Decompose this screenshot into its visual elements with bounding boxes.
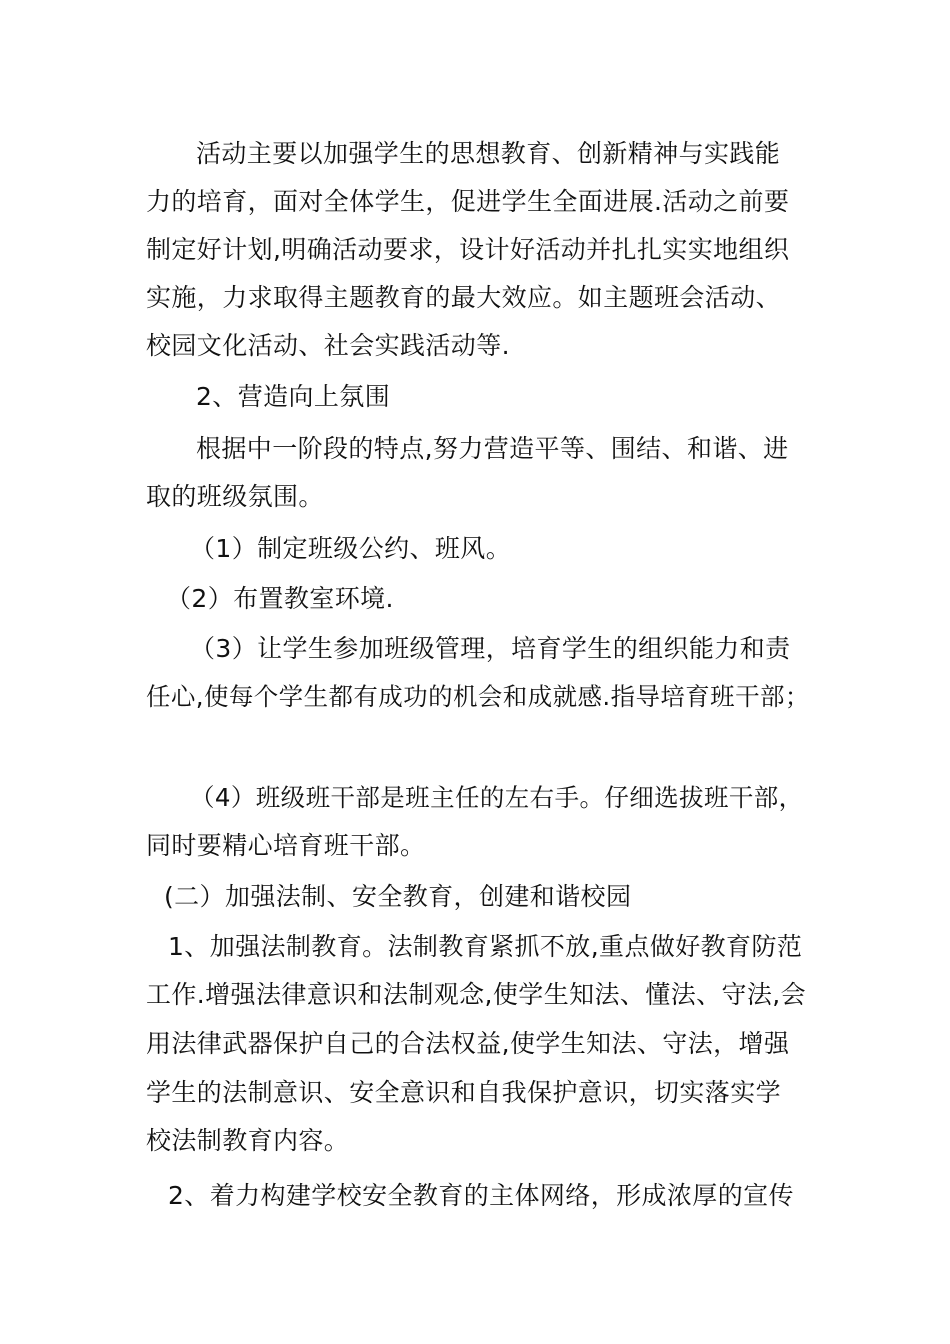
paragraph-line: 同时要精心培育班干部。	[146, 831, 426, 860]
paragraph-line: 实施，力求取得主题教育的最大效应。如主题班会活动、	[146, 283, 782, 312]
paragraph-line: 工作.增强法律意识和法制观念,使学生知法、懂法、守法,会	[146, 980, 807, 1009]
paragraph-line: 活动主要以加强学生的思想教育、创新精神与实践能	[196, 139, 781, 168]
list-item: （3）让学生参加班级管理，培育学生的组织能力和责	[190, 634, 791, 663]
list-item: （4）班级班干部是班主任的左右手。仔细选拔班干部，	[190, 783, 804, 812]
paragraph-line: 2、着力构建学校安全教育的主体网络，形成浓厚的宣传	[168, 1181, 794, 1210]
list-item: （1）制定班级公约、班风。	[190, 534, 512, 563]
paragraph-line: 任心,使每个学生都有成功的机会和成就感.指导培育班干部；	[146, 682, 810, 711]
paragraph-line: 校园文化活动、社会实践活动等.	[146, 331, 510, 360]
paragraph-line: 取的班级氛围。	[146, 482, 324, 511]
paragraph-line: 1、加强法制教育。法制教育紧抓不放,重点做好教育防范	[168, 932, 803, 961]
paragraph-line: 校法制教育内容。	[146, 1126, 350, 1155]
paragraph-line: 根据中一阶段的特点,努力营造平等、围结、和谐、进	[196, 434, 789, 463]
paragraph-line: 力的培育，面对全体学生，促进学生全面进展.活动之前要	[146, 187, 790, 216]
section-heading: 2、营造向上氛围	[196, 382, 391, 411]
list-item: （2）布置教室环境.	[166, 584, 394, 613]
paragraph-line: 学生的法制意识、安全意识和自我保护意识，切实落实学	[146, 1078, 782, 1107]
paragraph-line: 用法律武器保护自己的合法权益,使学生知法、守法，增强	[146, 1029, 790, 1058]
paragraph-line: 制定好计划,明确活动要求，设计好活动并扎扎实实地组织	[146, 235, 790, 264]
section-heading: (二）加强法制、安全教育，创建和谐校园	[164, 882, 632, 911]
